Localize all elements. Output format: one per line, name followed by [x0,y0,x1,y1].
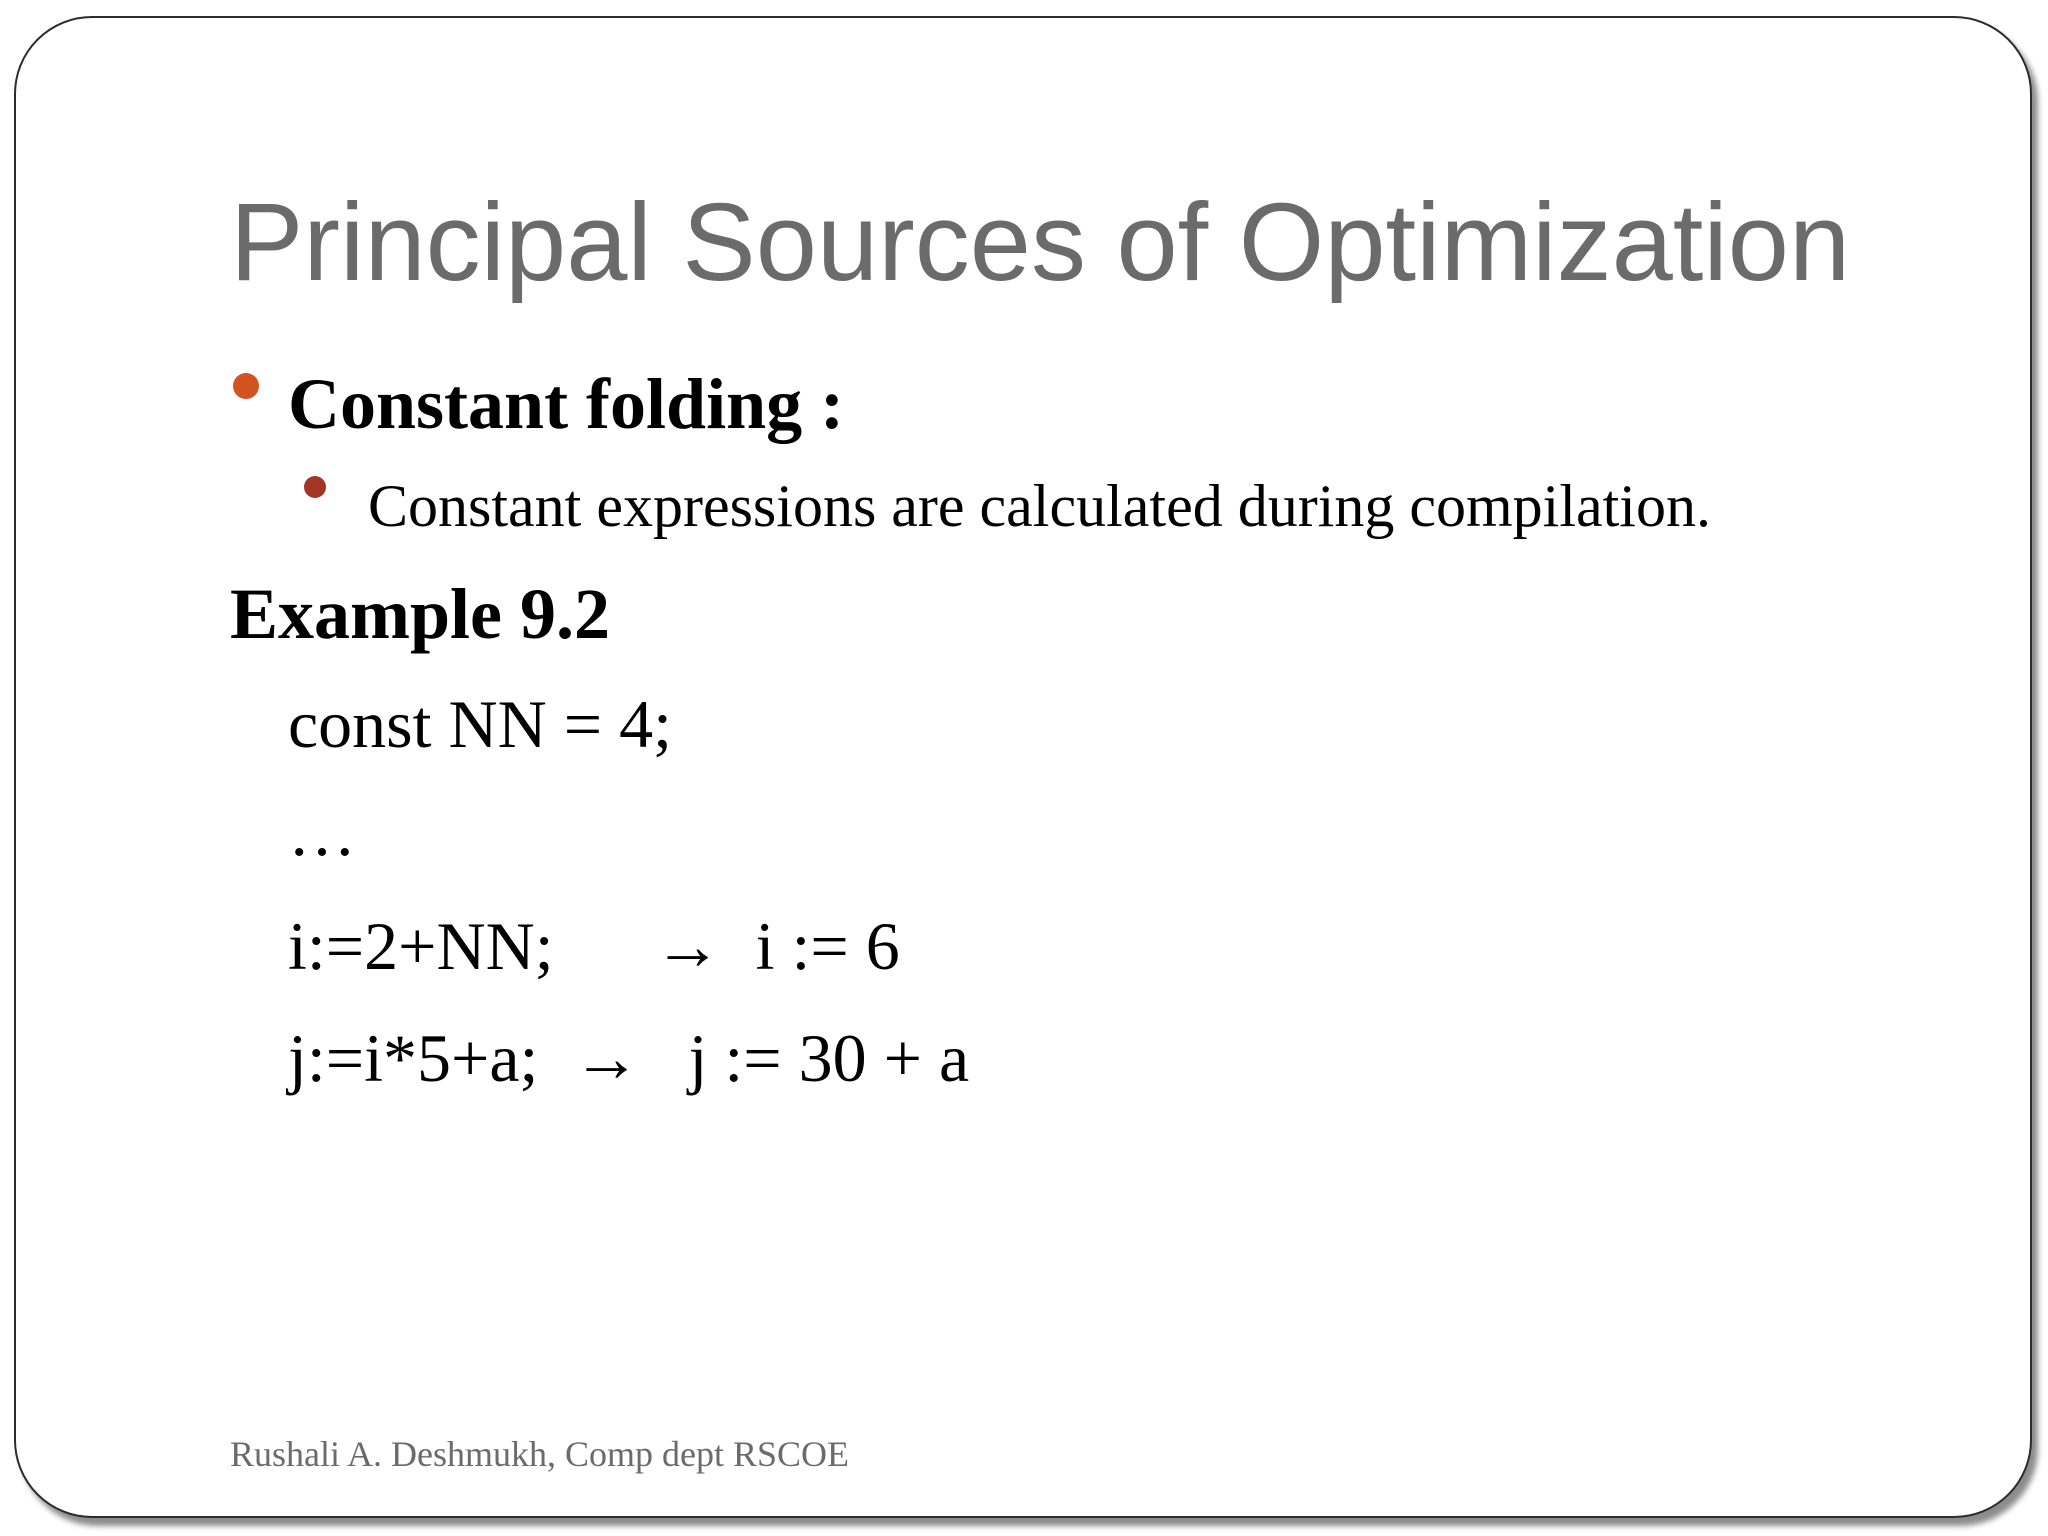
code-line-2-lhs: … [288,794,356,870]
code-line-4 [288,1020,970,1096]
code-line-1 [288,686,672,762]
bullet-dot-icon [233,373,259,399]
sub-bullet-text: Constant expressions are calculated during compilation. [368,473,1711,539]
code-line-3 [288,908,900,984]
example-heading: Example 9.2 [230,574,611,654]
code-line-1-lhs: const NN = 4; [288,686,672,762]
slide-title: Principal Sources of Optimization [230,181,1851,304]
code-line-3-lhs: i:=2+NN; [288,908,554,984]
code-line-4-lhs: j:=i*5+a; [288,1020,539,1096]
arrow-icon: → [572,1020,641,1096]
code-line-4-rhs: j := 30 + a [688,1020,970,1096]
code-line-2 [288,794,356,870]
bullet-constant-folding: Constant folding : [288,364,845,444]
arrow-icon: → [653,908,722,984]
code-line-3-rhs: i := 6 [755,908,900,984]
slide [14,16,2032,1518]
sub-bullet-dot-icon [304,476,326,498]
slide-footer: Rushali A. Deshmukh, Comp dept RSCOE [230,1434,850,1474]
